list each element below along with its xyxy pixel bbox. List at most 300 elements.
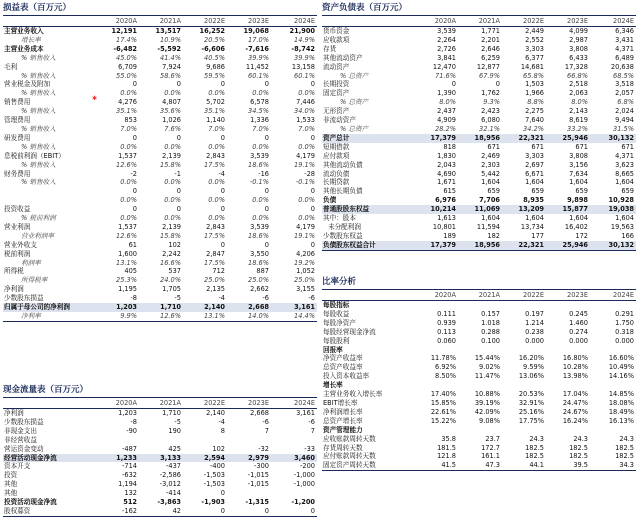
- cell-value: 32.91%: [518, 398, 544, 407]
- cell-value: 4,371: [615, 44, 634, 53]
- cell-value: 0: [495, 80, 500, 89]
- cell-value: 7,924: [162, 62, 181, 71]
- cell-value: 35.6%: [160, 107, 181, 116]
- cell-value: 7.0%: [208, 124, 225, 133]
- table-row: [322, 152, 636, 161]
- row-label: % 销售收入: [21, 53, 56, 62]
- cell-value: 182: [487, 231, 500, 240]
- cell-value: 0: [220, 133, 225, 142]
- cell-value: 71.6%: [435, 71, 456, 80]
- row-label: % 税前利润: [21, 214, 56, 223]
- cell-value: 15.22%: [430, 416, 456, 425]
- cell-value: 1,052: [296, 267, 315, 276]
- row-label: 长期贷款: [323, 178, 350, 187]
- cell-value: 0: [220, 205, 225, 214]
- table-row: [322, 80, 636, 89]
- cell-value: -6: [262, 417, 269, 426]
- cell-value: 0.0%: [164, 142, 181, 151]
- cell-value: 30,132: [590, 134, 636, 143]
- cell-value: 12.6%: [116, 231, 137, 240]
- year-header: 2021A: [458, 290, 502, 301]
- cell-value: [414, 301, 458, 310]
- cell-value: 21,900: [289, 27, 315, 35]
- table-row: [3, 489, 317, 498]
- row-label: 主营业务成本: [4, 44, 44, 53]
- row-label: 每股股利: [323, 336, 350, 345]
- table-row: [3, 223, 317, 232]
- cell-value: [590, 346, 636, 355]
- row-label: 税前利润: [4, 249, 31, 258]
- row-label: 每股经营现金净流: [323, 327, 376, 336]
- cell-value: 121.8: [437, 452, 456, 461]
- cell-value: 0.157: [481, 309, 500, 318]
- ratio-analysis-panel: [322, 276, 636, 471]
- cell-value: 172: [575, 231, 588, 240]
- cell-value: 6,259: [481, 53, 500, 62]
- cell-value: -400: [210, 462, 225, 471]
- cell-value: 1,966: [525, 89, 544, 98]
- cell-value: 818: [443, 142, 456, 151]
- cell-value: 172.7: [481, 443, 500, 452]
- cell-value: 3,623: [615, 160, 634, 169]
- row-label: 营业外收支: [4, 240, 37, 249]
- cell-value: 0.291: [615, 309, 634, 318]
- row-label: 资本开支: [4, 462, 31, 471]
- row-label: 无形资产: [323, 107, 350, 116]
- cell-value: 10.49%: [608, 363, 634, 372]
- cell-value: -2: [130, 169, 137, 178]
- row-label: 负债股东权益合计: [322, 241, 414, 250]
- cell-value: 7.6%: [164, 124, 181, 133]
- cell-value: 3,539: [250, 222, 269, 231]
- cell-value: 0: [220, 240, 225, 249]
- cell-value: 0.238: [525, 327, 544, 336]
- cell-value: 2,987: [569, 35, 588, 44]
- header-blank: [3, 16, 95, 27]
- row-label: 非流动资产: [323, 116, 356, 125]
- cell-value: 2,140: [206, 409, 225, 417]
- cell-value: 25.0%: [204, 276, 225, 285]
- table-row: [322, 399, 636, 408]
- cell-value: 2,201: [481, 35, 500, 44]
- cell-value: 41.5: [414, 461, 458, 470]
- cell-value: 7,446: [296, 98, 315, 107]
- income-statement-title: 损益表（百万元）: [3, 3, 72, 13]
- cell-value: [590, 381, 636, 390]
- row-label: 增长率: [21, 35, 41, 44]
- cell-value: 31.5%: [613, 124, 634, 133]
- table-row: [322, 319, 636, 328]
- cell-value: 0: [176, 133, 181, 142]
- cell-value: 0: [264, 240, 269, 249]
- cell-value: -1,000: [293, 471, 315, 480]
- cell-value: 25.0%: [294, 276, 315, 285]
- table-row: [3, 36, 317, 45]
- cell-value: 1,710: [162, 409, 181, 417]
- table-row: [3, 507, 317, 516]
- cell-value: 20.5%: [204, 35, 225, 44]
- table-row: [3, 63, 317, 72]
- cell-value: 12,470: [432, 62, 456, 71]
- cell-value: 20.53%: [518, 390, 544, 399]
- row-label: 资产管理能力: [323, 425, 363, 434]
- cell-value: 0: [264, 80, 269, 89]
- cell-value: 24.0%: [160, 276, 181, 285]
- cell-value: 0.0%: [120, 196, 137, 205]
- cell-value: 0.0%: [252, 142, 269, 151]
- year-header: 2023E: [546, 16, 590, 27]
- year-header: 2022E: [502, 16, 546, 27]
- cell-value: 1,604: [481, 214, 500, 223]
- row-label: % 销售收入: [21, 89, 56, 98]
- cell-value: -0.1%: [249, 178, 269, 187]
- cell-value: 16,252: [199, 27, 225, 35]
- cell-value: 0.0%: [164, 178, 181, 187]
- cell-value: 0.197: [525, 309, 544, 318]
- year-header: 2023E: [227, 398, 271, 409]
- row-label: 其他长期负债: [323, 187, 363, 196]
- cell-value: 0: [310, 205, 315, 214]
- cell-value: -8: [130, 417, 137, 426]
- row-label: 短期借款: [323, 142, 350, 151]
- cashflow-statement-panel: [3, 384, 317, 517]
- cell-value: 102: [168, 240, 181, 249]
- cell-value: 1,604: [525, 178, 544, 187]
- cell-value: 7: [264, 426, 269, 435]
- cell-value: 0: [451, 80, 456, 89]
- row-label: 管理费用: [4, 116, 31, 125]
- cell-value: 3,460: [271, 454, 317, 463]
- cell-value: 2,043: [437, 160, 456, 169]
- table-row: [322, 408, 636, 417]
- cell-value: 9,898: [567, 196, 588, 205]
- ratio-analysis-table: [322, 289, 636, 471]
- table-row: [322, 417, 636, 426]
- cell-value: 0.100: [481, 336, 500, 345]
- row-label: 每股指标: [323, 301, 350, 309]
- cell-value: 13,517: [155, 27, 181, 35]
- year-header: 2021A: [139, 16, 183, 27]
- cell-value: 1,140: [206, 116, 225, 125]
- table-row: [3, 80, 317, 89]
- year-header: 2023E: [546, 290, 590, 301]
- cell-value: -3,012: [159, 480, 181, 489]
- cell-value: 17.4%: [116, 35, 137, 44]
- cell-value: 2,303: [481, 160, 500, 169]
- table-row: [322, 187, 636, 196]
- row-label: 利润率: [21, 258, 41, 267]
- row-label: 所得税: [4, 267, 24, 276]
- table-row: [322, 107, 636, 116]
- cell-value: 66.8%: [567, 71, 588, 80]
- cell-value: -32: [258, 444, 269, 453]
- cell-value: 0: [132, 205, 137, 214]
- row-label: 营业税金及附加: [4, 80, 51, 89]
- cell-value: 2,437: [437, 107, 456, 116]
- cell-value: 1.214: [525, 318, 544, 327]
- cell-value: 35.1%: [204, 107, 225, 116]
- cell-value: 41.4%: [160, 53, 181, 62]
- row-label: 财务费用: [4, 169, 31, 178]
- cell-value: 1,203: [95, 303, 139, 312]
- cell-value: [139, 436, 183, 445]
- cell-value: 0.0%: [252, 89, 269, 98]
- cell-value: [546, 346, 590, 355]
- cell-value: -16: [258, 169, 269, 178]
- cell-value: 22,321: [502, 134, 546, 143]
- table-row: [322, 444, 636, 453]
- cell-value: 0: [310, 240, 315, 249]
- cell-value: 1,503: [525, 80, 544, 89]
- cell-value: 4,909: [437, 116, 456, 125]
- cell-value: 15.8%: [160, 160, 181, 169]
- table-row: [322, 310, 636, 319]
- cell-value: 512: [123, 498, 137, 507]
- row-label: 回报率: [323, 345, 343, 354]
- cell-value: 3,539: [250, 151, 269, 160]
- cell-value: 13.98%: [562, 372, 588, 381]
- cell-value: 34.2%: [523, 124, 544, 133]
- cell-value: 3,808: [569, 151, 588, 160]
- cell-value: 12,877: [476, 62, 500, 71]
- table-row: [322, 223, 636, 232]
- cell-value: 659: [487, 187, 500, 196]
- cell-value: 3,550: [250, 249, 269, 258]
- cell-value: -1,015: [247, 471, 269, 480]
- cell-value: -1,015: [247, 480, 269, 489]
- cell-value: 60.1%: [294, 71, 315, 80]
- cell-value: -4: [218, 294, 225, 303]
- cell-value: 1,604: [569, 214, 588, 223]
- cell-value: -6,606: [201, 44, 225, 53]
- cell-value: 182.5: [615, 452, 634, 461]
- table-row: [3, 178, 317, 187]
- cell-value: [502, 301, 546, 310]
- cell-value: 2,139: [162, 222, 181, 231]
- cell-value: 8.0%: [571, 98, 588, 107]
- table-row: [322, 170, 636, 179]
- cell-value: -4: [218, 169, 225, 178]
- cell-value: 20,638: [610, 62, 634, 71]
- cell-value: 17.5%: [204, 258, 225, 267]
- table-row: [3, 161, 317, 170]
- year-header: 2022E: [502, 290, 546, 301]
- row-label: 增长率: [323, 381, 343, 390]
- cell-value: 3,518: [615, 80, 634, 89]
- cell-value: 9,494: [615, 116, 634, 125]
- table-row: [3, 187, 317, 196]
- cell-value: 7.0%: [120, 124, 137, 133]
- cell-value: 10.9%: [160, 35, 181, 44]
- annotation-mark: ✱: [92, 95, 98, 102]
- cell-value: 0: [220, 80, 225, 89]
- table-row: [3, 134, 317, 143]
- table-row: [3, 214, 317, 223]
- cell-value: 102: [212, 444, 225, 453]
- cell-value: -0.1%: [295, 178, 315, 187]
- cell-value: 0.288: [481, 327, 500, 336]
- cell-value: -7,616: [245, 44, 269, 53]
- row-label: % 销售收入: [21, 142, 56, 151]
- cell-value: 7,634: [569, 169, 588, 178]
- cell-value: 2,143: [569, 107, 588, 116]
- cell-value: 2,242: [162, 249, 181, 258]
- table-row: [3, 259, 317, 268]
- cell-value: 16.20%: [518, 354, 544, 363]
- cell-value: -632: [122, 471, 137, 480]
- year-header: 2020A: [414, 16, 458, 27]
- cell-value: 0.0%: [298, 196, 315, 205]
- cell-value: 1,671: [437, 178, 456, 187]
- table-row: [3, 116, 317, 125]
- cell-value: 44.1: [502, 461, 546, 470]
- cell-value: 712: [212, 267, 225, 276]
- cell-value: 0.0%: [252, 196, 269, 205]
- cell-value: 1,604: [615, 178, 634, 187]
- cell-value: 0.0%: [208, 89, 225, 98]
- cell-value: -3,863: [157, 498, 181, 507]
- table-row: [3, 276, 317, 285]
- row-label: EBIT增长率: [323, 398, 358, 407]
- cell-value: 132: [124, 489, 137, 498]
- cell-value: 3,303: [525, 44, 544, 53]
- cell-value: 0.0%: [120, 89, 137, 98]
- cell-value: 35.1%: [116, 107, 137, 116]
- balance-sheet-panel: [322, 2, 636, 251]
- cell-value: 2,140: [183, 303, 227, 312]
- cell-value: 181.5: [437, 443, 456, 452]
- cell-value: 2,726: [437, 44, 456, 53]
- row-label: 股权募资: [3, 507, 95, 516]
- cell-value: 45.0%: [116, 53, 137, 62]
- cell-value: 19,068: [243, 27, 269, 35]
- cell-value: 6,080: [481, 116, 500, 125]
- cell-value: 19,038: [590, 205, 636, 214]
- table-row: [3, 89, 317, 98]
- cell-value: 12.6%: [116, 160, 137, 169]
- cell-value: 25,946: [546, 241, 590, 250]
- table-row: [322, 435, 636, 444]
- row-label: 营业利润率: [21, 231, 54, 240]
- cell-value: 0: [132, 133, 137, 142]
- table-row: [322, 134, 636, 143]
- table-row: [322, 328, 636, 337]
- cell-value: 189: [443, 231, 456, 240]
- table-row: [322, 72, 636, 81]
- cell-value: [458, 381, 502, 390]
- row-label: 固定资产周转天数: [322, 461, 414, 470]
- cell-value: 9.9%: [95, 312, 139, 321]
- cell-value: 17.5%: [204, 231, 225, 240]
- row-label: 总资产收益率: [323, 363, 363, 372]
- cell-value: 8,665: [615, 169, 634, 178]
- table-row: [322, 372, 636, 381]
- row-label: 少数股东权益: [323, 231, 363, 240]
- cell-value: -33: [304, 444, 315, 453]
- cell-value: 14.85%: [608, 390, 634, 399]
- cell-value: -6: [308, 417, 315, 426]
- header-blank: [322, 290, 414, 301]
- table-row: [322, 301, 636, 310]
- cell-value: 615: [443, 187, 456, 196]
- row-label: 非经营收益: [4, 435, 37, 444]
- cell-value: 16.24%: [562, 416, 588, 425]
- cell-value: 34.0%: [294, 107, 315, 116]
- row-label: 净利润增长率: [323, 407, 363, 416]
- cell-value: 9.08%: [479, 416, 500, 425]
- cell-value: 0: [227, 507, 271, 516]
- cell-value: [95, 436, 139, 445]
- cell-value: 1,203: [118, 409, 137, 417]
- cell-value: 182.5: [615, 443, 634, 452]
- cell-value: 8,935: [523, 196, 544, 205]
- cell-value: 0.0%: [298, 89, 315, 98]
- table-row: [322, 36, 636, 45]
- table-row: [3, 498, 317, 507]
- cell-value: -1,200: [291, 498, 315, 507]
- cell-value: 2,646: [481, 44, 500, 53]
- table-row: [3, 241, 317, 250]
- table-row: [322, 214, 636, 223]
- cell-value: [546, 426, 590, 435]
- cell-value: 19.1%: [294, 231, 315, 240]
- cell-value: 3,161: [271, 303, 317, 312]
- year-header: 2024E: [590, 16, 636, 27]
- cell-value: 0.0%: [164, 89, 181, 98]
- cell-value: 6,709: [118, 62, 137, 71]
- cell-value: 10,214: [414, 205, 458, 214]
- row-label: 未分配利润: [328, 222, 361, 231]
- table-row: [3, 170, 317, 179]
- cell-value: 1,533: [296, 116, 315, 125]
- row-label: 应付款项: [323, 151, 350, 160]
- cell-value: 13.1%: [183, 312, 227, 321]
- row-label: 主营业务收入: [4, 27, 44, 35]
- cell-value: 6,578: [250, 98, 269, 107]
- row-label: 货币资金: [323, 27, 350, 35]
- table-row: [3, 27, 317, 36]
- year-header: 2020A: [95, 16, 139, 27]
- cell-value: 6,489: [615, 53, 634, 62]
- cell-value: 182.5: [525, 443, 544, 452]
- table-header-row: [3, 398, 317, 409]
- cell-value: 0: [132, 80, 137, 89]
- cell-value: 1,705: [162, 285, 181, 294]
- cell-value: 0.113: [437, 327, 456, 336]
- cell-value: 14.4%: [271, 312, 317, 321]
- table-row: [3, 125, 317, 134]
- cell-value: 0.0%: [164, 214, 181, 223]
- cell-value: 853: [124, 116, 137, 125]
- cell-value: 9.3%: [483, 98, 500, 107]
- cell-value: [414, 381, 458, 390]
- cell-value: 55.0%: [116, 71, 137, 80]
- cell-value: 887: [256, 267, 269, 276]
- cell-value: 0.060: [437, 336, 456, 345]
- cell-value: 1.018: [481, 318, 500, 327]
- cell-value: 14,681: [520, 62, 544, 71]
- table-row: [322, 426, 636, 435]
- cell-value: [271, 489, 317, 498]
- cell-value: 0: [310, 187, 315, 196]
- header-blank: [322, 16, 414, 27]
- cell-value: 0: [310, 80, 315, 89]
- table-row: [322, 452, 636, 461]
- cell-value: 1,233: [95, 454, 139, 463]
- table-row: [322, 178, 636, 187]
- cell-value: 24.67%: [562, 407, 588, 416]
- table-row: [3, 98, 317, 107]
